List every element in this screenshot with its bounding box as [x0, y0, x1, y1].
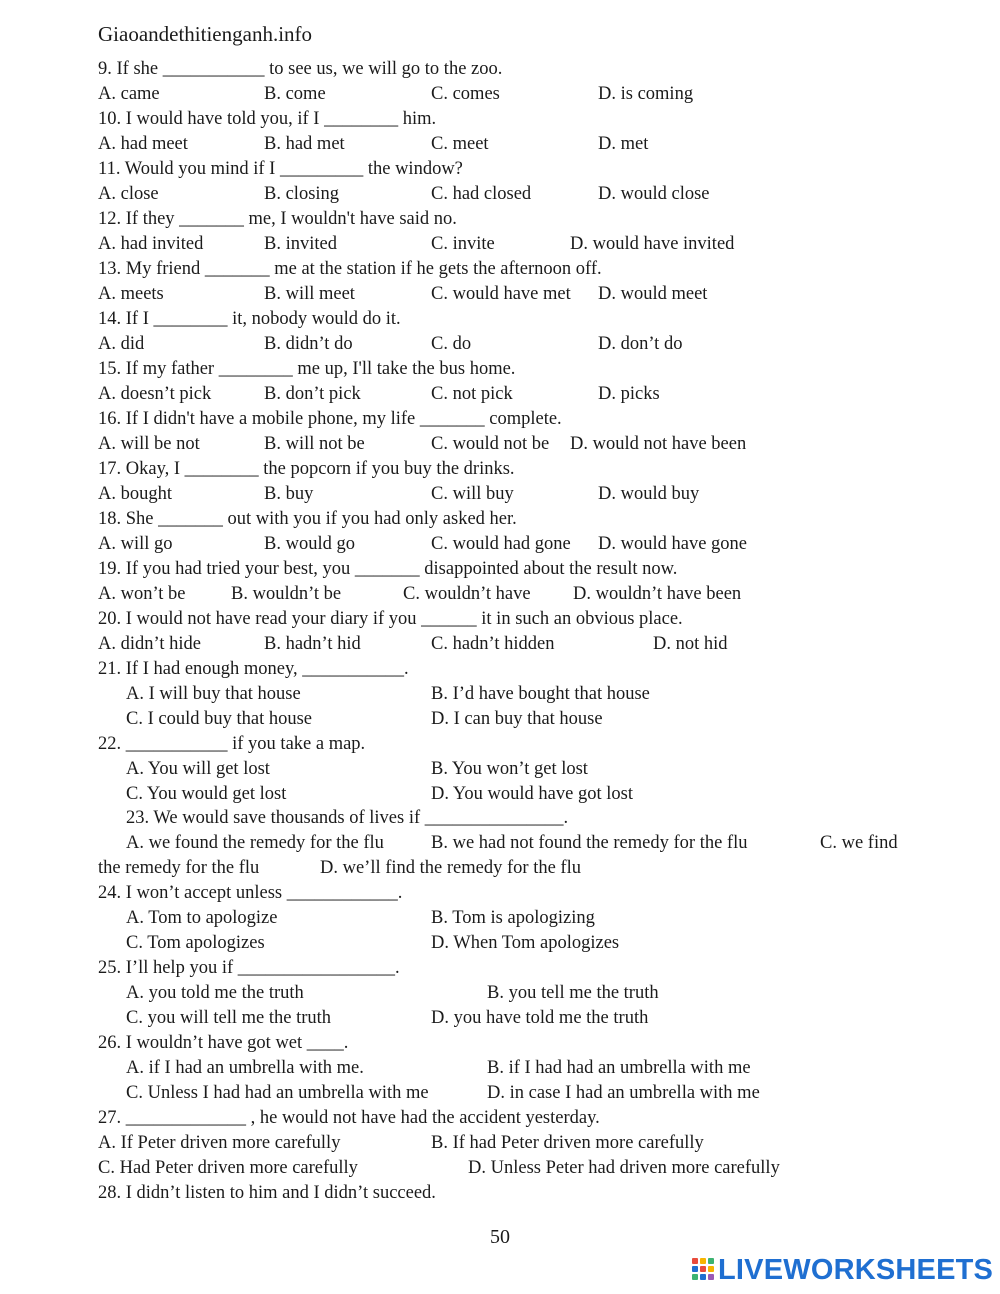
q17-option-b[interactable]: B. buy [264, 484, 314, 504]
q27-option-b[interactable]: B. If had Peter driven more carefully [431, 1133, 704, 1153]
question-19-stem: 19. If you had tried your best, you _______ disappointed about the result now. [98, 559, 678, 579]
q9-option-c[interactable]: C. comes [431, 84, 500, 104]
q19-option-a[interactable]: A. won’t be [98, 584, 186, 604]
q11-option-c[interactable]: C. had closed [431, 184, 532, 204]
q26-option-c[interactable]: C. Unless I had had an umbrella with me [126, 1083, 429, 1103]
question-22-stem: 22. ___________ if you take a map. [98, 734, 366, 754]
site-header: Giaoandethitienganh.info [98, 22, 313, 46]
question-21-stem: 21. If I had enough money, ___________. [98, 659, 409, 679]
liveworksheets-icon [692, 1258, 714, 1282]
q24-option-b[interactable]: B. Tom is apologizing [431, 908, 595, 928]
q17-option-d[interactable]: D. would buy [598, 484, 700, 504]
q12-option-c[interactable]: C. invite [431, 234, 495, 254]
q15-option-c[interactable]: C. not pick [431, 384, 513, 404]
q15-option-a[interactable]: A. doesn’t pick [98, 384, 212, 404]
q24-option-c[interactable]: C. Tom apologizes [126, 933, 265, 953]
q21-option-c[interactable]: C. I could buy that house [126, 709, 313, 729]
question-17-stem: 17. Okay, I ________ the popcorn if you buy the drinks. [98, 459, 515, 479]
q9-option-a[interactable]: A. came [98, 84, 160, 104]
q22-option-c[interactable]: C. You would get lost [126, 784, 287, 804]
q10-option-a[interactable]: A. had meet [98, 134, 188, 154]
q23-option-d[interactable]: D. we’ll find the remedy for the flu [320, 858, 581, 878]
q21-option-a[interactable]: A. I will buy that house [126, 684, 301, 704]
question-10-stem: 10. I would have told you, if I ________ him. [98, 109, 437, 129]
q18-option-d[interactable]: D. would have gone [598, 534, 747, 554]
question-11-stem: 11. Would you mind if I _________ the window? [98, 159, 463, 179]
q25-option-b[interactable]: B. you tell me the truth [487, 983, 659, 1003]
q22-option-b[interactable]: B. You won’t get lost [431, 759, 588, 779]
q15-option-d[interactable]: D. picks [598, 384, 660, 404]
question-20-stem: 20. I would not have read your diary if you ______ it in such an obvious place. [98, 609, 683, 629]
question-13-stem: 13. My friend _______ me at the station if he gets the afternoon off. [98, 259, 602, 279]
q12-option-b[interactable]: B. invited [264, 234, 337, 254]
q9-option-b[interactable]: B. come [264, 84, 326, 104]
logo-text: LIVEWORKSHEETS [718, 1253, 994, 1286]
q10-option-c[interactable]: C. meet [431, 134, 489, 154]
q16-option-c[interactable]: C. would not be [431, 434, 550, 454]
q23-option-c[interactable]: C. we find [820, 833, 898, 853]
q23-option-c-continued[interactable]: the remedy for the flu [98, 858, 260, 878]
q14-option-d[interactable]: D. don’t do [598, 334, 683, 354]
question-26-stem: 26. I wouldn’t have got wet ____. [98, 1033, 349, 1053]
q20-option-d[interactable]: D. not hid [653, 634, 728, 654]
q23-option-b[interactable]: B. we had not found the remedy for the flu [431, 833, 748, 853]
question-12-stem: 12. If they _______ me, I wouldn't have said no. [98, 209, 457, 229]
question-18-stem: 18. She _______ out with you if you had only asked her. [98, 509, 517, 529]
q27-option-a[interactable]: A. If Peter driven more carefully [98, 1133, 341, 1153]
page-number: 50 [490, 1226, 510, 1248]
q25-option-d[interactable]: D. you have told me the truth [431, 1008, 649, 1028]
q19-option-c[interactable]: C. wouldn’t have [403, 584, 531, 604]
question-24-stem: 24. I won’t accept unless ____________. [98, 883, 403, 903]
question-25-stem: 25. I’ll help you if _________________. [98, 958, 400, 978]
question-9-stem: 9. If she ___________ to see us, we will go to the zoo. [98, 59, 503, 79]
q14-option-a[interactable]: A. did [98, 334, 145, 354]
q10-option-b[interactable]: B. had met [264, 134, 345, 154]
q17-option-c[interactable]: C. will buy [431, 484, 514, 504]
q13-option-c[interactable]: C. would have met [431, 284, 571, 304]
q19-option-d[interactable]: D. wouldn’t have been [573, 584, 742, 604]
q12-option-d[interactable]: D. would have invited [570, 234, 735, 254]
q22-option-d[interactable]: D. You would have got lost [431, 784, 633, 804]
q22-option-a[interactable]: A. You will get lost [126, 759, 270, 779]
q14-option-c[interactable]: C. do [431, 334, 472, 354]
q18-option-c[interactable]: C. would had gone [431, 534, 571, 554]
question-16-stem: 16. If I didn't have a mobile phone, my life _______ complete. [98, 409, 562, 429]
question-15-stem: 15. If my father ________ me up, I'll take the bus home. [98, 359, 516, 379]
q25-option-c[interactable]: C. you will tell me the truth [126, 1008, 332, 1028]
q27-option-c[interactable]: C. Had Peter driven more carefully [98, 1158, 358, 1178]
liveworksheets-logo [692, 1254, 993, 1286]
q18-option-a[interactable]: A. will go [98, 534, 173, 554]
q11-option-d[interactable]: D. would close [598, 184, 710, 204]
q20-option-c[interactable]: C. hadn’t hidden [431, 634, 555, 654]
q20-option-b[interactable]: B. hadn’t hid [264, 634, 361, 654]
q11-option-a[interactable]: A. close [98, 184, 159, 204]
q10-option-d[interactable]: D. met [598, 134, 649, 154]
q23-option-a[interactable]: A. we found the remedy for the flu [126, 833, 384, 853]
question-23-stem: 23. We would save thousands of lives if _______________. [126, 808, 569, 828]
q21-option-d[interactable]: D. I can buy that house [431, 709, 603, 729]
q14-option-b[interactable]: B. didn’t do [264, 334, 353, 354]
q24-option-a[interactable]: A. Tom to apologize [126, 908, 278, 928]
q11-option-b[interactable]: B. closing [264, 184, 340, 204]
q15-option-b[interactable]: B. don’t pick [264, 384, 361, 404]
question-27-stem: 27. _____________ , he would not have had the accident yesterday. [98, 1108, 600, 1128]
q26-option-b[interactable]: B. if I had had an umbrella with me [487, 1058, 751, 1078]
q12-option-a[interactable]: A. had invited [98, 234, 204, 254]
q25-option-a[interactable]: A. you told me the truth [126, 983, 304, 1003]
q21-option-b[interactable]: B. I’d have bought that house [431, 684, 650, 704]
q24-option-d[interactable]: D. When Tom apologizes [431, 933, 620, 953]
q13-option-d[interactable]: D. would meet [598, 284, 708, 304]
q16-option-d[interactable]: D. would not have been [570, 434, 747, 454]
question-14-stem: 14. If I ________ it, nobody would do it. [98, 309, 401, 329]
q17-option-a[interactable]: A. bought [98, 484, 172, 504]
q18-option-b[interactable]: B. would go [264, 534, 355, 554]
q20-option-a[interactable]: A. didn’t hide [98, 634, 201, 654]
q16-option-a[interactable]: A. will be not [98, 434, 200, 454]
q27-option-d[interactable]: D. Unless Peter had driven more carefully [468, 1158, 780, 1178]
q9-option-d[interactable]: D. is coming [598, 84, 694, 104]
question-28-stem: 28. I didn’t listen to him and I didn’t succeed. [98, 1183, 436, 1203]
q16-option-b[interactable]: B. will not be [264, 434, 365, 454]
q13-option-a[interactable]: A. meets [98, 284, 164, 304]
q26-option-d[interactable]: D. in case I had an umbrella with me [487, 1083, 760, 1103]
q19-option-b[interactable]: B. wouldn’t be [231, 584, 342, 604]
q13-option-b[interactable]: B. will meet [264, 284, 355, 304]
q26-option-a[interactable]: A. if I had an umbrella with me. [126, 1058, 364, 1078]
